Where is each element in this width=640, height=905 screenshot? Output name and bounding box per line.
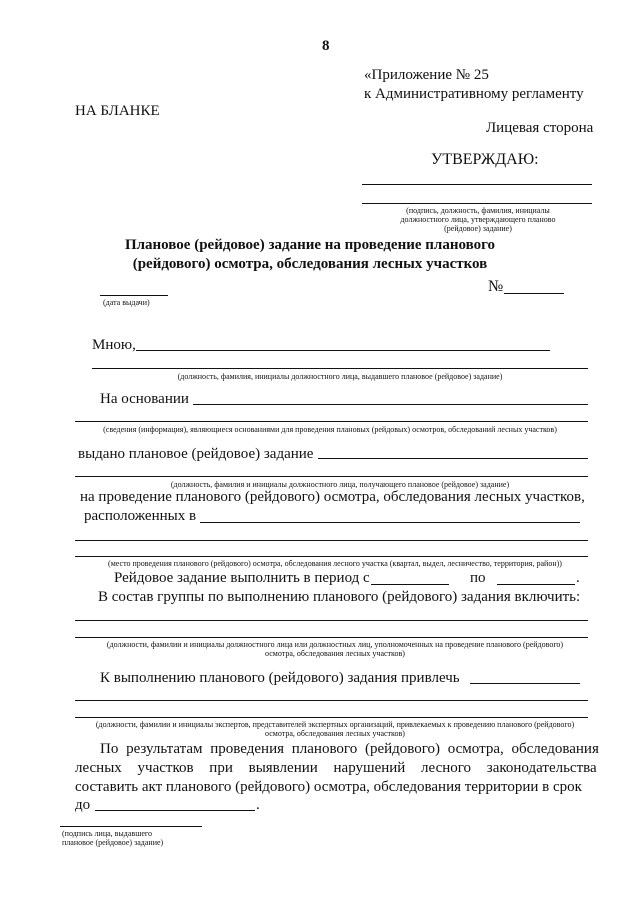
issue-date-line bbox=[100, 295, 168, 296]
issuer-field-line bbox=[136, 350, 550, 351]
result-line-4-prefix: до bbox=[75, 797, 91, 813]
location-field-line-3 bbox=[75, 556, 588, 557]
location-field-line bbox=[200, 522, 580, 523]
issued-caption: (должность, фамилия и инициалы должностного лица, получающего плановое (рейдовое) задание) bbox=[170, 480, 510, 489]
location-field-line-2 bbox=[75, 540, 588, 541]
approver-caption-2: должностного лица, утверждающего планово bbox=[400, 215, 556, 224]
period-end-dot: . bbox=[576, 570, 580, 586]
result-line-1: По результатам проведения планового (рейдового) осмотра, обследования bbox=[100, 741, 599, 757]
purpose-line-2: расположенных в bbox=[84, 508, 197, 524]
document-title-line-1: Плановое (рейдовое) задание на проведение планового bbox=[124, 237, 496, 253]
na-blanke-label: НА БЛАНКЕ bbox=[75, 103, 160, 119]
issuer-caption: (должность, фамилия, инициалы должностного лица, выдавшего плановое (рейдовое) задание) bbox=[177, 372, 503, 381]
document-title-line-2: (рейдового) осмотра, обследования лесных участков bbox=[132, 256, 488, 272]
page-number: 8 bbox=[322, 38, 330, 54]
approver-signature-line bbox=[362, 184, 592, 185]
experts-text: К выполнению планового (рейдового) задания привлечь bbox=[100, 670, 460, 686]
issuer-field-line-2 bbox=[92, 368, 588, 369]
side-label: Лицевая сторона bbox=[486, 120, 594, 136]
approver-caption-3: (рейдовое) задание) bbox=[444, 224, 512, 233]
group-field-line-2 bbox=[75, 637, 588, 638]
period-from-line bbox=[371, 584, 449, 585]
appendix-line-2: к Административному регламенту bbox=[364, 86, 584, 102]
experts-field-line-2 bbox=[75, 700, 588, 701]
result-line-3: составить акт планового (рейдового) осмотра, обследования территории в срок bbox=[75, 779, 582, 795]
result-line-2: лесных участков при выявлении нарушений лесного законодательства bbox=[75, 760, 597, 776]
approver-caption-1: (подпись, должность, фамилия, инициалы bbox=[406, 206, 550, 215]
issuer-label: Мною, bbox=[92, 337, 136, 353]
group-caption-1: (должности, фамилии и инициалы должностного лица или должностных лиц, уполномоченных на проведение планового (рейдового) bbox=[106, 640, 564, 649]
location-caption: (место проведения планового (рейдового) осмотра, обследования лесного участка (квартал, выдел, лесничество, территория, район)) bbox=[108, 559, 562, 568]
group-text: В состав группы по выполнению планового (рейдового) задания включить: bbox=[98, 589, 581, 605]
experts-caption-2: осмотра, обследования лесных участков) bbox=[265, 729, 405, 738]
period-to-line bbox=[497, 584, 575, 585]
signature-caption-1: (подпись лица, выдавшего bbox=[62, 829, 152, 838]
period-text: Рейдовое задание выполнить в период с bbox=[114, 570, 370, 586]
issue-date-caption: (дата выдачи) bbox=[103, 298, 150, 307]
approve-label: УТВЕРЖДАЮ: bbox=[431, 151, 539, 168]
number-label: № bbox=[488, 278, 504, 295]
result-line-4-suffix: . bbox=[256, 797, 260, 813]
issuer-signature-line bbox=[60, 826, 202, 827]
number-field-line bbox=[504, 293, 564, 294]
group-caption-2: осмотра, обследования лесных участков) bbox=[265, 649, 405, 658]
deadline-field-line bbox=[95, 810, 255, 811]
signature-caption-2: плановое (рейдовое) задание) bbox=[62, 838, 164, 847]
approver-signature-line-2 bbox=[362, 203, 592, 204]
experts-field-line-3 bbox=[75, 717, 588, 718]
basis-field-line bbox=[193, 404, 588, 405]
experts-field-line bbox=[470, 683, 580, 684]
appendix-line-1: «Приложение № 25 bbox=[364, 67, 489, 83]
purpose-line-1: на проведение планового (рейдового) осмотра, обследования лесных участков, bbox=[80, 489, 585, 505]
issued-label: выдано плановое (рейдовое) задание bbox=[78, 446, 314, 462]
basis-field-line-2 bbox=[75, 421, 588, 422]
group-field-line bbox=[75, 620, 588, 621]
issued-field-line bbox=[318, 458, 588, 459]
basis-caption: (сведения (информация), являющиеся основаниями для проведения плановых (рейдовых) осмотров, обследований лесных участков) bbox=[103, 425, 557, 434]
experts-caption-1: (должности, фамилии и инициалы экспертов, представителей экспертных организаций, привлекаемых к проведению планового (рейдового) bbox=[95, 720, 575, 729]
period-to-label: по bbox=[470, 570, 486, 586]
issued-field-line-2 bbox=[75, 476, 588, 477]
basis-label: На основании bbox=[100, 391, 189, 407]
